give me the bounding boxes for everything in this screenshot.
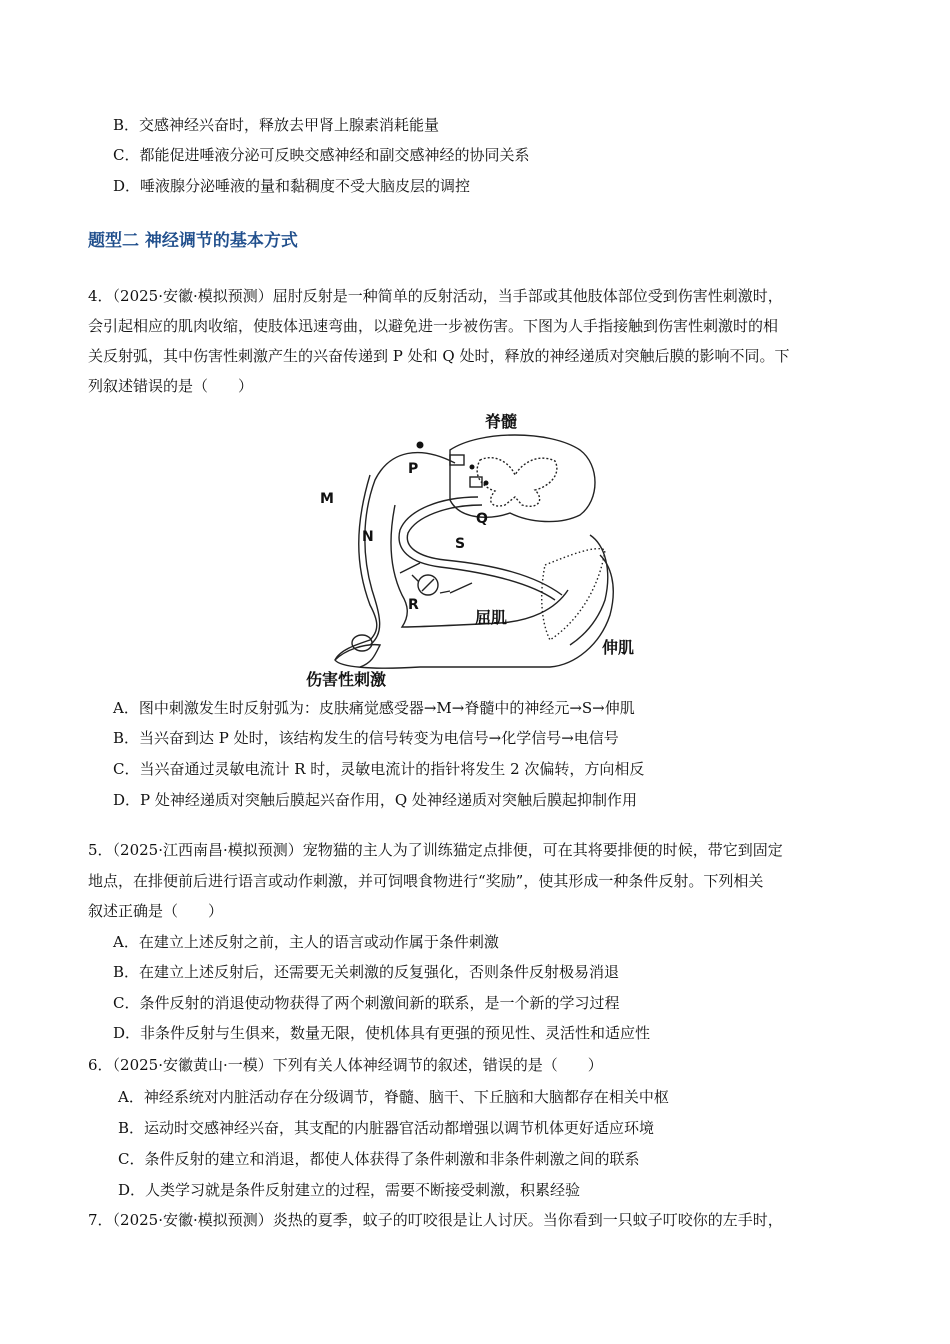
synapse-box-q <box>470 477 482 487</box>
q4-stem-line-2: 会引起相应的肌肉收缩，使肢体迅速弯曲，以避免进一步被伤害。下图为人手指接触到伤害性刺激时的相 <box>88 317 779 335</box>
q3-option-b: B．交感神经兴奋时，释放去甲肾上腺素消耗能量 <box>113 116 440 134</box>
afferent-nerve-m <box>365 453 455 645</box>
spinal-cord-outline <box>450 435 595 522</box>
galvanometer-wire-right <box>440 591 450 593</box>
label-p: P <box>408 461 419 477</box>
q5-option-b: B．在建立上述反射后，还需要无关刺激的反复强化，否则条件反射极易消退 <box>113 963 620 981</box>
section-heading: 题型二 神经调节的基本方式 <box>88 231 298 251</box>
q5-option-c: C．条件反射的消退使动物获得了两个刺激间新的联系，是一个新的学习过程 <box>113 994 620 1012</box>
label-spinal-cord: 脊髓 <box>485 412 518 431</box>
extensor-muscle <box>570 535 608 645</box>
q3-option-d: D．唾液腺分泌唾液的量和黏稠度不受大脑皮层的调控 <box>113 177 471 195</box>
q6-option-b: B．运动时交感神经兴奋，其支配的内脏器官活动都增强以调节机体更好适应环境 <box>118 1119 655 1137</box>
q5-option-d: D．非条件反射与生俱来，数量无限，使机体具有更强的预见性、灵活性和适应性 <box>113 1024 651 1042</box>
q5-option-a: A．在建立上述反射之前，主人的语言或动作属于条件刺激 <box>113 933 499 951</box>
q5-stem-line-1: 5．（2025·江西南昌·模拟预测）宠物猫的主人为了训练猫定点排便，可在其将要排便的时候，带它到固定 <box>88 841 783 859</box>
q4-stem-line-4: 列叙述错误的是（ ） <box>88 377 254 395</box>
flexor-muscle <box>542 549 605 640</box>
label-m: M <box>320 491 334 507</box>
interneuron-body <box>470 465 475 470</box>
motor-neuron-body <box>484 481 489 486</box>
label-extensor: 伸肌 <box>602 638 635 657</box>
q4-option-a: A．图中刺激发生时反射弧为：皮肤痛觉感受器→M→脊髓中的神经元→S→伸肌 <box>113 699 635 717</box>
q5-stem-line-3: 叙述正确是（ ） <box>88 902 224 920</box>
reflex-arc-diagram <box>300 405 640 695</box>
q6-option-c: C．条件反射的建立和消退，都使人体获得了条件刺激和非条件刺激之间的联系 <box>118 1150 640 1168</box>
q6-option-a: A．神经系统对内脏活动存在分级调节，脊髓、脑干、下丘脑和大脑都存在相关中枢 <box>118 1088 669 1106</box>
q5-stem-line-2: 地点，在排便前后进行语言或动作刺激，并可饲喂食物进行“奖励”，使其形成一种条件反射。下列相关 <box>88 872 764 890</box>
grey-matter <box>477 458 557 507</box>
q4-option-b: B．当兴奋到达 P 处时，该结构发生的信号转变为电信号→化学信号→电信号 <box>113 729 619 747</box>
q4-option-c: C．当兴奋通过灵敏电流计 R 时，灵敏电流计的指针将发生 2 次偏转，方向相反 <box>113 760 645 778</box>
q3-option-c: C．都能促进唾液分泌可反映交感神经和副交感神经的协同关系 <box>113 146 530 164</box>
q7-stem: 7．（2025·安徽·模拟预测）炎热的夏季，蚊子的叮咬很是让人讨厌。当你看到一只蚊子叮咬你的左手时， <box>88 1211 783 1229</box>
q6-stem: 6．（2025·安徽黄山·一模）下列有关人体神经调节的叙述，错误的是（ ） <box>88 1056 603 1074</box>
q4-stem-line-1: 4．（2025·安徽·模拟预测）屈肘反射是一种简单的反射活动，当手部或其他肢体部位受到伤害性刺激时， <box>88 287 783 305</box>
sensory-neuron-body <box>417 442 424 449</box>
label-r: R <box>408 597 419 613</box>
label-s: S <box>455 536 466 552</box>
q6-option-d: D．人类学习就是条件反射建立的过程，需要不断接受刺激，积累经验 <box>118 1181 581 1199</box>
q4-option-d: D．P 处神经递质对突触后膜起兴奋作用，Q 处神经递质对突触后膜起抑制作用 <box>113 791 637 809</box>
label-n: N <box>362 529 374 545</box>
label-flexor: 屈肌 <box>475 608 508 627</box>
label-q: Q <box>476 511 488 527</box>
synapse-box-p <box>450 455 464 465</box>
q4-stem-line-3: 关反射弧，其中伤害性刺激产生的兴奋传递到 P 处和 Q 处时，释放的神经递质对突触后膜的影响不同。下 <box>88 347 790 365</box>
label-stimulus: 伤害性刺激 <box>306 670 387 689</box>
